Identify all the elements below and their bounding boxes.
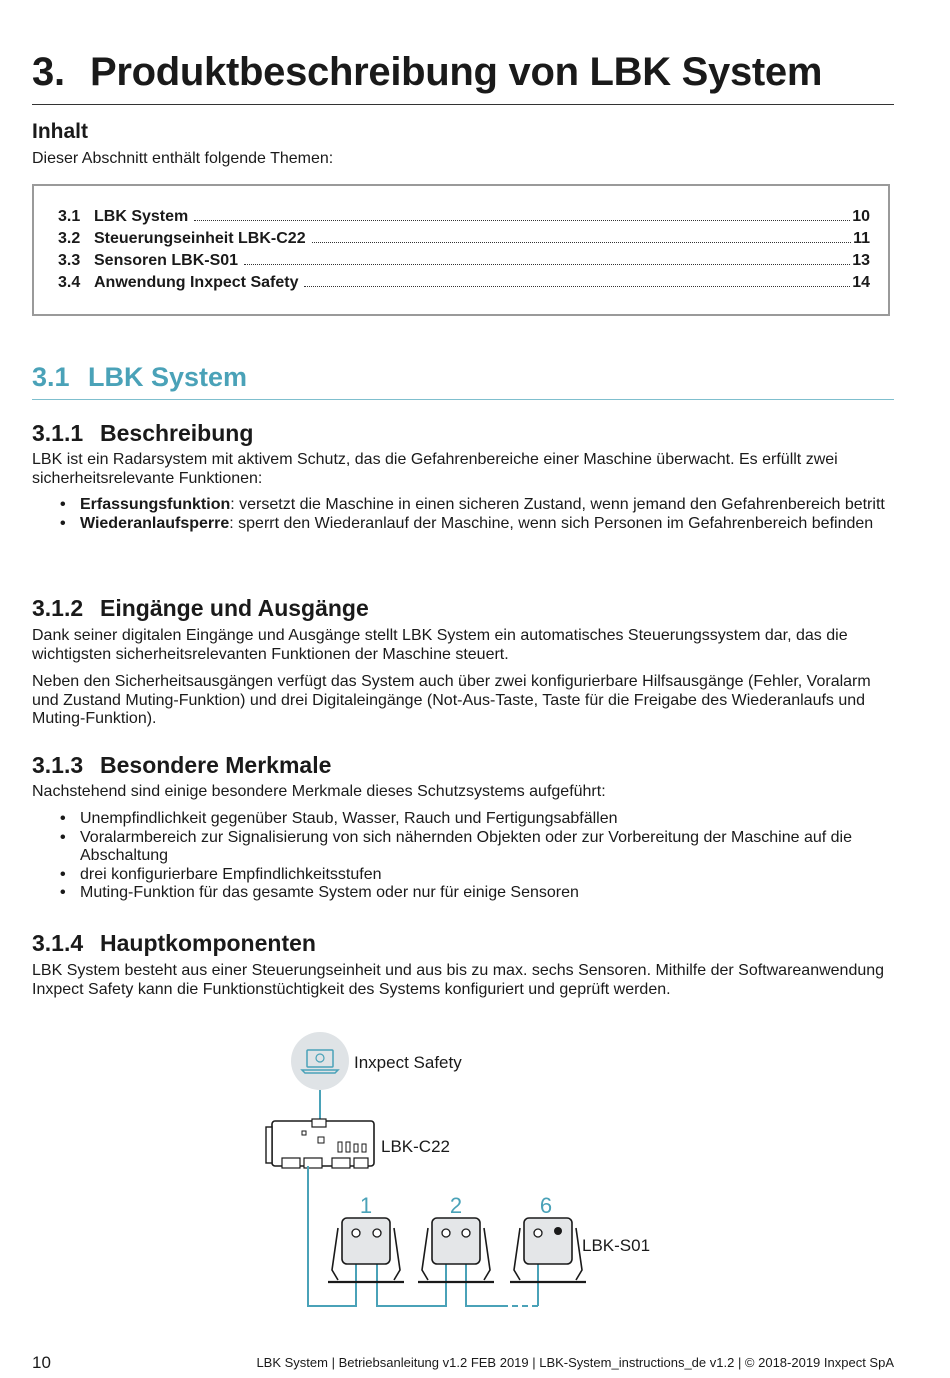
paragraph: Neben den Sicherheitsausgängen verfügt das System auch über zwei konfigurierbare Hilfsausgänge (Fehler, Voralarm und Zustand Muting-Funktion) und drei Digitaleingänge (Not-Aus-Taste, Taste für die Freigabe des Wiederanlaufs und Muting-Funktion). (32, 673, 871, 727)
toc-page: 11 (853, 230, 870, 247)
bullet-icon: • (60, 828, 66, 846)
paragraph: Dank seiner digitalen Eingänge und Ausgänge stellt LBK System ein automatisches Steuerungssystem dar, das die wichtigsten sicherheitsrelevanten Funktionen der Maschine steuert. (32, 627, 848, 663)
toc-number: 3.2 (58, 230, 81, 247)
list-item (32, 810, 894, 829)
laptop-icon (291, 1032, 349, 1090)
list-item (32, 515, 894, 534)
list-item-term: Wiederanlaufsperre (80, 514, 230, 532)
toc-leader (194, 208, 850, 221)
toc-title: Anwendung Inxpect Safety (94, 274, 299, 291)
toc-entry[interactable] (58, 230, 870, 250)
subsection-title: Hauptkomponenten (100, 930, 316, 956)
chapter-title-text: Produktbeschreibung von LBK System (90, 50, 823, 94)
section-heading (32, 362, 247, 393)
toc-title: Sensoren LBK-S01 (94, 252, 239, 269)
controller-device (266, 1119, 374, 1168)
bullet-list (32, 810, 894, 903)
toc-page: 13 (852, 252, 870, 269)
bullet-icon: • (60, 865, 66, 883)
contents-heading: Inhalt (32, 120, 88, 143)
bullet-icon: • (60, 810, 66, 827)
sensor-device (418, 1218, 494, 1282)
system-diagram (32, 1025, 894, 1325)
list-item-text: : sperrt den Wiederanlauf der Maschine, wenn sich Personen im Gefahrenbereich befinden (229, 514, 874, 532)
sensor-number: 1 (359, 1193, 373, 1218)
sensor-device (510, 1218, 586, 1282)
subsection-heading (32, 420, 253, 447)
subsection-heading (32, 930, 316, 957)
bullet-icon: • (60, 884, 66, 901)
chapter-title (32, 50, 822, 95)
subsection-number: 3.1.2 (32, 595, 84, 621)
subsection-title: Beschreibung (100, 420, 254, 446)
chapter-number: 3. (32, 50, 65, 94)
toc-title: Steuerungseinheit LBK-C22 (94, 230, 306, 247)
toc-title: LBK System (94, 208, 189, 225)
subsection-title: Eingänge und Ausgänge (100, 595, 369, 621)
sensor-device (328, 1218, 404, 1282)
sensor-number: 6 (539, 1193, 553, 1218)
list-item-text: Unempfindlichkeit gegenüber Staub, Wasser, Rauch und Fertigungsabfällen (80, 810, 618, 827)
toc-page: 10 (852, 208, 870, 225)
list-item-term: Erfassungsfunktion (80, 496, 231, 513)
contents-intro: Dieser Abschnitt enthält folgende Themen: (32, 150, 334, 167)
footer-text: LBK System | Betriebsanleitung v1.2 FEB 2019 | LBK-System_instructions_de v1.2 | © 2018-2019 Inxpect SpA (256, 1355, 894, 1370)
list-item-text: Voralarmbereich zur Signalisierung von sich nähernden Objekten oder zur Vorbereitung der Maschine auf die Abschaltung (80, 828, 853, 864)
subsection-title: Besondere Merkmale (100, 752, 332, 778)
subsection-number: 3.1.3 (32, 752, 84, 778)
list-item-text: Muting-Funktion für das gesamte System oder nur für einige Sensoren (80, 884, 579, 901)
bullet-icon: • (60, 496, 66, 513)
table-of-contents (32, 184, 890, 316)
title-rule (32, 104, 894, 105)
list-item (32, 829, 894, 866)
list-item-text: drei konfigurierbare Empfindlichkeitsstufen (80, 865, 382, 883)
toc-number: 3.3 (58, 252, 81, 269)
section-title: LBK System (88, 362, 248, 392)
subsection-heading (32, 752, 331, 779)
paragraph: LBK ist ein Radarsystem mit aktivem Schutz, das die Gefahrenbereiche einer Maschine überwacht. Es erfüllt zwei sicherheitsrelevante Funktionen: (32, 451, 838, 487)
toc-number: 3.4 (58, 274, 81, 291)
section-rule (32, 399, 894, 400)
toc-entry[interactable] (58, 252, 870, 272)
toc-entry[interactable] (58, 274, 870, 294)
toc-page: 14 (852, 274, 870, 291)
toc-leader (244, 252, 850, 265)
sensor-label: LBK-S01 (582, 1236, 651, 1255)
list-item-text: : versetzt die Maschine in einen sicheren Zustand, wenn jemand den Gefahrenbereich betritt (230, 496, 885, 513)
controller-label: LBK-C22 (381, 1137, 450, 1156)
toc-number: 3.1 (58, 208, 81, 225)
paragraph: LBK System besteht aus einer Steuerungseinheit und aus bis zu max. sechs Sensoren. Mithilfe der Softwareanwendung Inxpect Safety kann die Funktionstüchtigkeit des Systems konfiguriert und geprüft werden. (32, 962, 885, 998)
list-item (32, 866, 894, 885)
subsection-heading (32, 595, 369, 622)
bullet-list (32, 496, 894, 533)
list-item (32, 496, 894, 515)
subsection-number: 3.1.4 (32, 930, 84, 956)
sensor-number: 2 (449, 1193, 463, 1218)
toc-leader (312, 230, 851, 243)
page-number: 10 (32, 1353, 51, 1372)
subsection-number: 3.1.1 (32, 420, 84, 446)
section-number: 3.1 (32, 362, 70, 392)
toc-leader (304, 274, 850, 287)
list-item (32, 884, 894, 903)
paragraph: Nachstehend sind einige besondere Merkmale dieses Schutzsystems aufgeführt: (32, 783, 606, 800)
bullet-icon: • (60, 514, 66, 532)
toc-entry[interactable] (58, 208, 870, 228)
software-label: Inxpect Safety (354, 1053, 462, 1072)
